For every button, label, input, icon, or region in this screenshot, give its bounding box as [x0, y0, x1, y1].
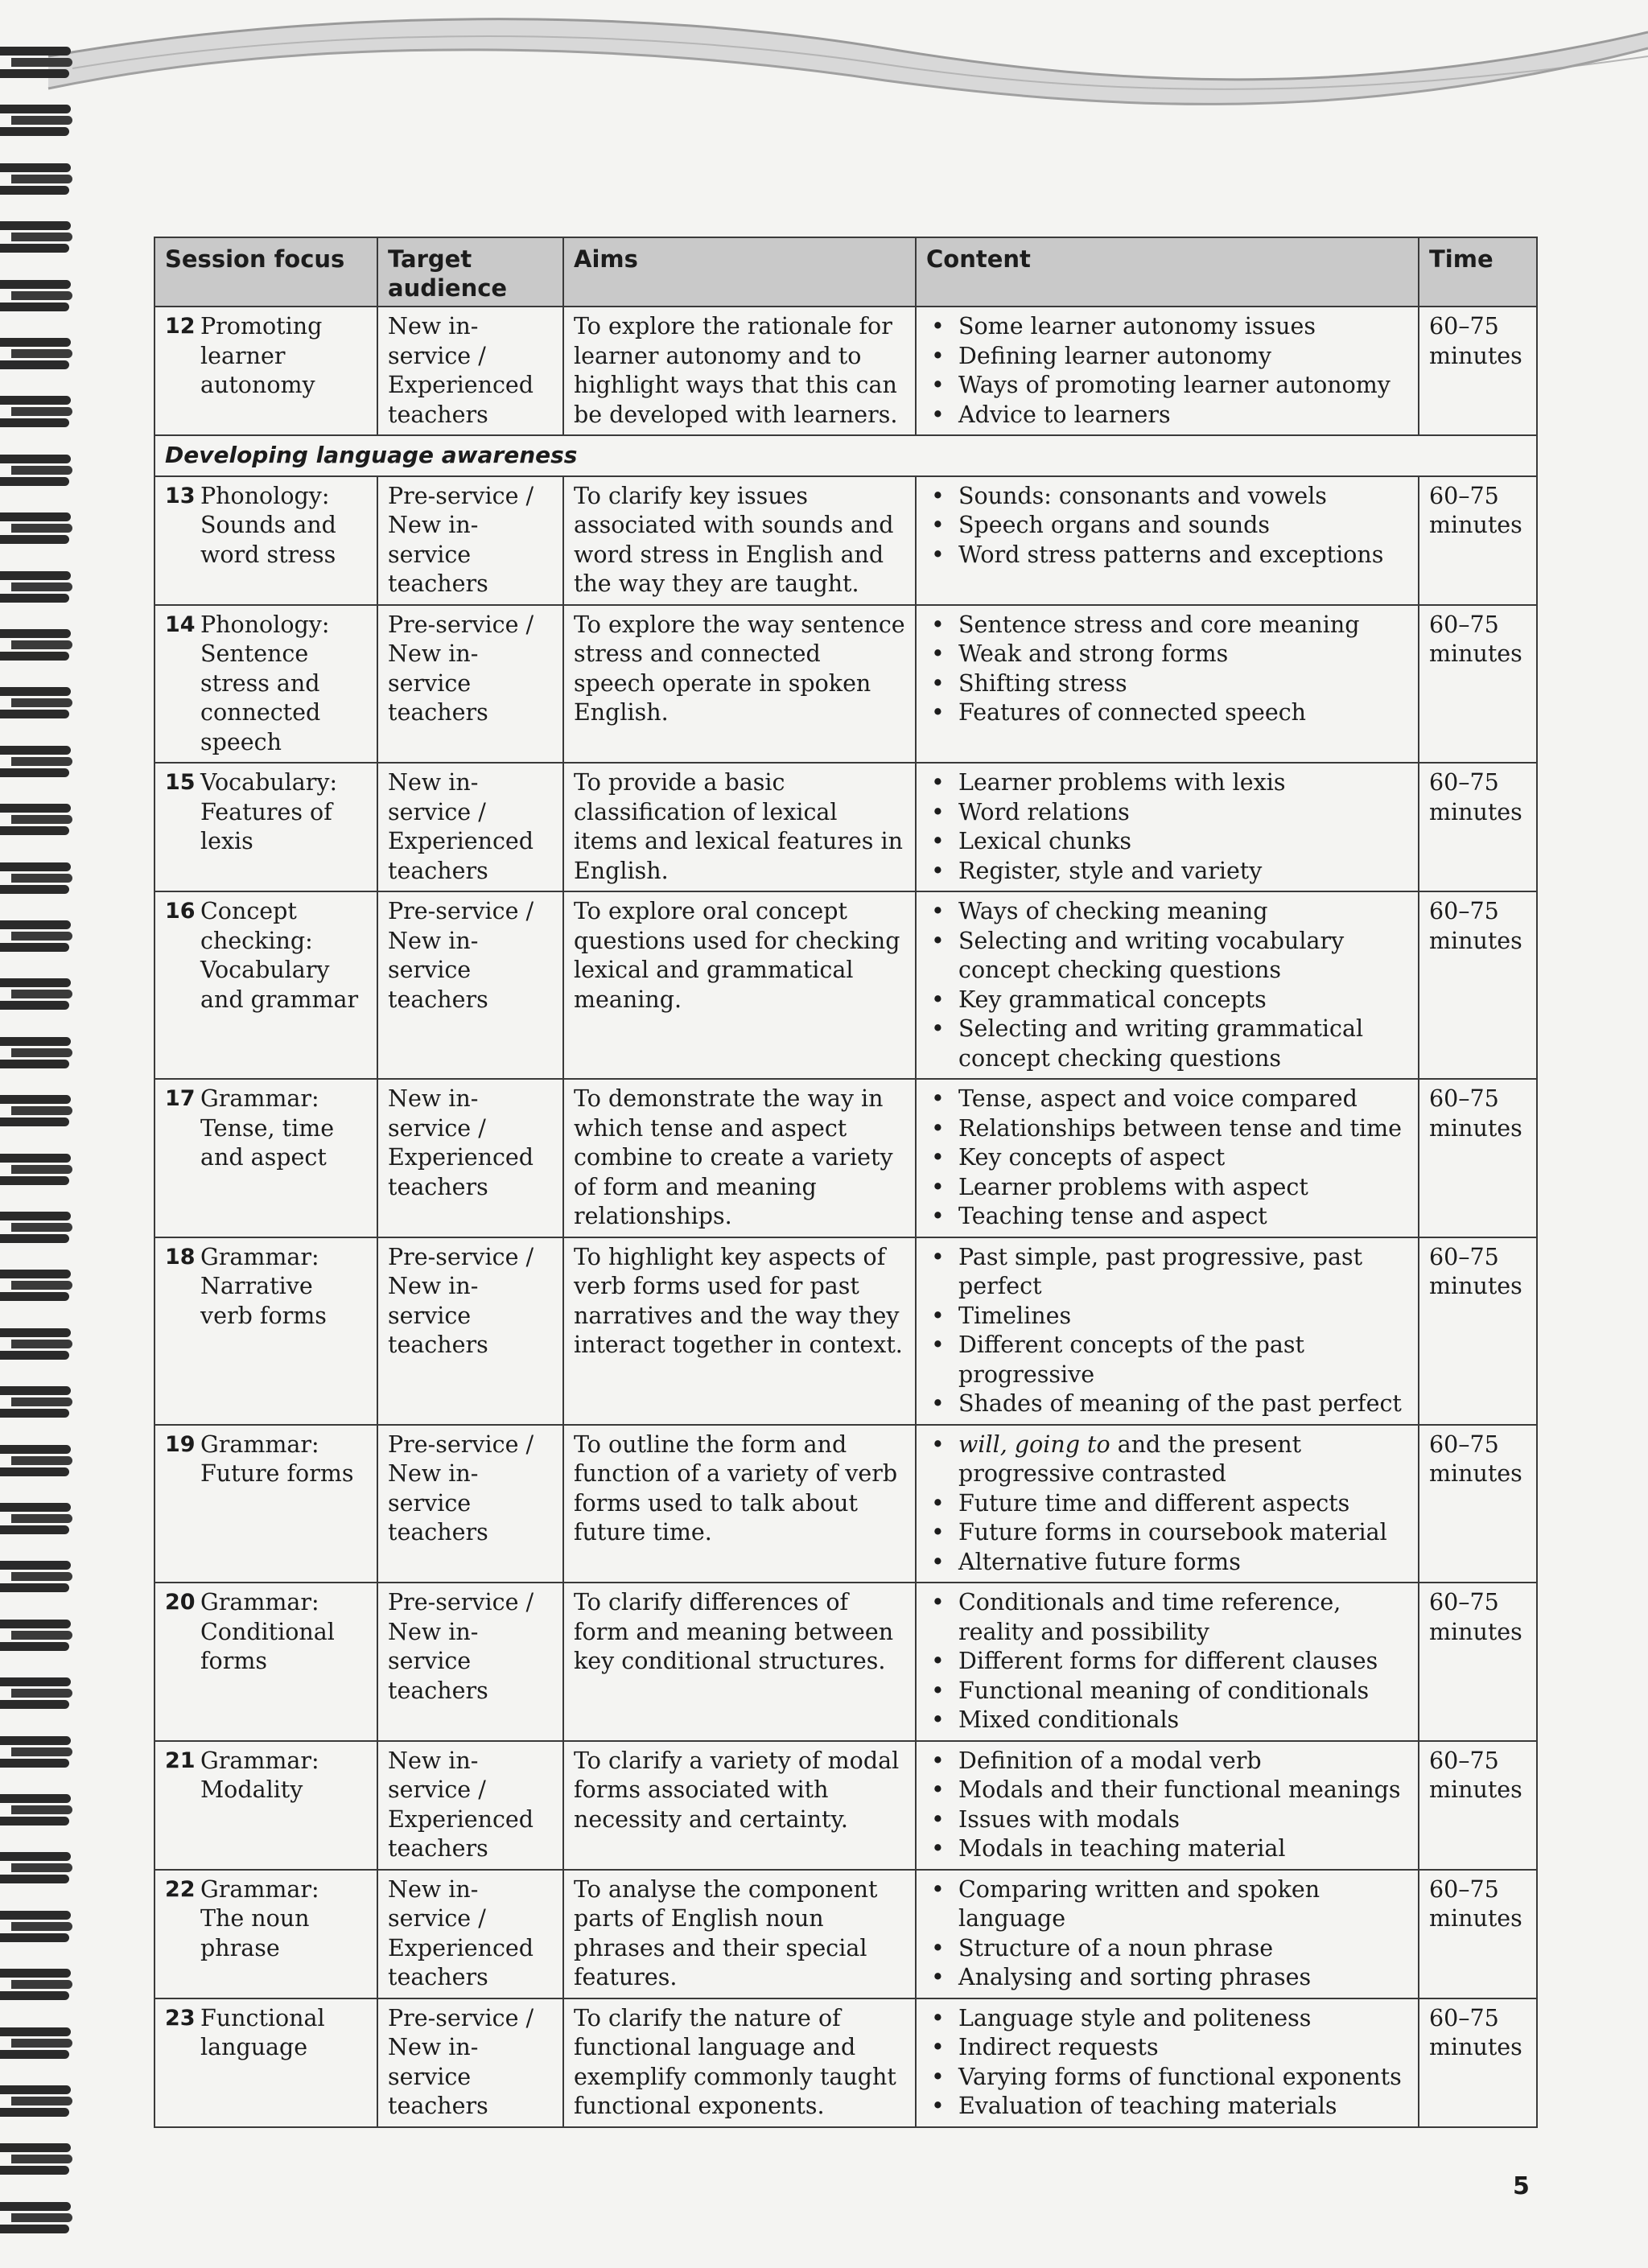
content-list: [926, 1588, 1408, 1735]
content-cell: [916, 1583, 1419, 1741]
session-focus-text: Functional language: [200, 2004, 325, 2060]
content-list-item: • Timelines: [926, 1302, 1408, 1332]
aims-cell: To explore the way sentence stress and connected speech operate in spoken English.: [563, 605, 916, 764]
session-focus-cell: [154, 1583, 377, 1741]
content-list: [926, 1747, 1408, 1864]
session-focus-cell: [154, 763, 377, 891]
aims-cell: To highlight key aspects of verb forms used for past narratives and the way they interact together in context.: [563, 1237, 916, 1425]
content-list-item: • Structure of a noun phrase: [926, 1934, 1408, 1964]
session-focus-cell: [154, 307, 377, 435]
binding-coil: [0, 920, 74, 954]
binding-coil: [0, 804, 74, 838]
column-header-time: Time: [1419, 237, 1537, 307]
session-number: 16: [165, 899, 196, 924]
content-list-item: • Shades of meaning of the past perfect: [926, 1389, 1408, 1419]
session-focus-cell: [154, 1237, 377, 1425]
aims-cell: To clarify a variety of modal forms associated with necessity and certainty.: [563, 1741, 916, 1870]
content-list-item: • Selecting and writing grammatical concept checking questions: [926, 1015, 1408, 1073]
time-cell: 60–75 minutes: [1419, 307, 1537, 435]
aims-cell: To provide a basic classification of lexical items and lexical features in English.: [563, 763, 916, 891]
binding-coil: [0, 2202, 74, 2236]
binding-coil: [0, 629, 74, 663]
table-row: [154, 1425, 1537, 1583]
content-list-item: • Word relations: [926, 798, 1408, 828]
session-number: 23: [165, 2005, 196, 2031]
content-list-item: • Ways of promoting learner autonomy: [926, 371, 1408, 401]
content-list: [926, 2004, 1408, 2122]
content-list-item: • Sentence stress and core meaning: [926, 611, 1408, 640]
content-cell: [916, 476, 1419, 605]
target-audience-cell: New in-service / Experienced teachers: [377, 763, 563, 891]
aims-cell: To explore oral concept questions used for checking lexical and grammatical meaning.: [563, 891, 916, 1079]
session-focus-text: Grammar: Narrative verb forms: [200, 1243, 327, 1329]
table-row: [154, 476, 1537, 605]
content-list-item: • Key grammatical concepts: [926, 986, 1408, 1015]
time-cell: 60–75 minutes: [1419, 1237, 1537, 1425]
binding-coil: [0, 455, 74, 488]
content-list-item: • Modals in teaching material: [926, 1834, 1408, 1864]
session-number: 13: [165, 483, 196, 508]
session-focus-text: Vocabulary: Features of lexis: [200, 769, 338, 854]
session-number: 17: [165, 1086, 196, 1111]
time-cell: 60–75 minutes: [1419, 1425, 1537, 1583]
session-focus-wrapper: [165, 1747, 367, 1805]
column-header-aims: Aims: [563, 237, 916, 307]
binding-coil: [0, 1386, 74, 1420]
table-row: [154, 763, 1537, 891]
session-focus-cell: [154, 1079, 377, 1237]
content-list: [926, 482, 1408, 570]
table-row: [154, 1079, 1537, 1237]
session-table: [154, 237, 1538, 2128]
binding-coil: [0, 571, 74, 605]
session-focus-wrapper: [165, 1243, 367, 1332]
time-cell: 60–75 minutes: [1419, 891, 1537, 1079]
content-list-item: • Different concepts of the past progressive: [926, 1331, 1408, 1389]
content-list: [926, 897, 1408, 1073]
binding-coil: [0, 1445, 74, 1479]
column-header-session-focus: Session focus: [154, 237, 377, 307]
binding-coil: [0, 1852, 74, 1886]
content-cell: [916, 1237, 1419, 1425]
binding-coil: [0, 1037, 74, 1071]
target-audience-cell: Pre-service / New in-service teachers: [377, 1425, 563, 1583]
binding-coil: [0, 1095, 74, 1129]
binding-coil: [0, 1503, 74, 1537]
binding-coil: [0, 2143, 74, 2177]
time-cell: 60–75 minutes: [1419, 1079, 1537, 1237]
time-cell: 60–75 minutes: [1419, 1583, 1537, 1741]
session-focus-cell: [154, 605, 377, 764]
content-cell: [916, 1425, 1419, 1583]
content-list-item: • Evaluation of teaching materials: [926, 2092, 1408, 2122]
binding-coil: [0, 1270, 74, 1303]
session-focus-cell: [154, 476, 377, 605]
session-focus-wrapper: [165, 1588, 367, 1677]
content-list: [926, 1085, 1408, 1232]
time-cell: 60–75 minutes: [1419, 1998, 1537, 2127]
time-cell: 60–75 minutes: [1419, 763, 1537, 891]
target-audience-cell: New in-service / Experienced teachers: [377, 1741, 563, 1870]
table-row: [154, 605, 1537, 764]
session-focus-wrapper: [165, 1430, 367, 1489]
session-number: 22: [165, 1876, 196, 1902]
content-cell: [916, 1079, 1419, 1237]
target-audience-cell: New in-service / Experienced teachers: [377, 1079, 563, 1237]
binding-coil: [0, 1561, 74, 1595]
content-list-item: • Key concepts of aspect: [926, 1143, 1408, 1173]
page-number: 5: [1513, 2172, 1530, 2200]
content-text: and the present progressive contrasted: [958, 1430, 1302, 1487]
binding-coil: [0, 1677, 74, 1711]
session-number: 15: [165, 770, 196, 795]
session-table-container: [154, 237, 1536, 2128]
aims-cell: To analyse the component parts of English noun phrases and their special features.: [563, 1870, 916, 1998]
binding-coil: [0, 105, 74, 138]
session-focus-wrapper: [165, 611, 367, 758]
table-row: [154, 1583, 1537, 1741]
binding-coil: [0, 1620, 74, 1653]
content-list-item: • Future forms in coursebook material: [926, 1518, 1408, 1548]
session-focus-text: Grammar: Future forms: [200, 1430, 354, 1487]
session-focus-cell: [154, 1741, 377, 1870]
table-header-row: [154, 237, 1537, 307]
session-focus-wrapper: [165, 312, 367, 401]
content-list-item: • Word stress patterns and exceptions: [926, 541, 1408, 570]
content-list-item: • Features of connected speech: [926, 698, 1408, 728]
content-list-item: • Alternative future forms: [926, 1548, 1408, 1578]
binding-coil: [0, 746, 74, 780]
section-row: [154, 435, 1537, 476]
session-focus-text: Phonology: Sentence stress and connected speech: [200, 611, 330, 755]
content-list-item: • Varying forms of functional exponents: [926, 2063, 1408, 2093]
session-number: 14: [165, 611, 196, 637]
aims-cell: To outline the form and function of a variety of verb forms used to talk about future time.: [563, 1425, 916, 1583]
binding-coil: [0, 280, 74, 314]
binding-coil: [0, 396, 74, 430]
content-list-item: • Functional meaning of conditionals: [926, 1677, 1408, 1706]
content-list-item: • Issues with modals: [926, 1805, 1408, 1835]
session-number: 12: [165, 314, 196, 339]
content-list-item: • Weak and strong forms: [926, 640, 1408, 669]
binding-coil: [0, 338, 74, 372]
section-title: Developing language awareness: [154, 435, 1537, 476]
content-list-item: • Learner problems with lexis: [926, 768, 1408, 798]
target-audience-cell: New in-service / Experienced teachers: [377, 1870, 563, 1998]
session-focus-text: Grammar: Tense, time and aspect: [200, 1085, 335, 1171]
content-list-item: • Defining learner autonomy: [926, 342, 1408, 372]
binding-coil: [0, 47, 74, 80]
content-list-item: • Definition of a modal verb: [926, 1747, 1408, 1776]
session-focus-cell: [154, 1998, 377, 2127]
binding-coil: [0, 1736, 74, 1770]
content-list-item: • Language style and politeness: [926, 2004, 1408, 2034]
binding-coil: [0, 2085, 74, 2119]
session-focus-wrapper: [165, 1875, 367, 1964]
content-cell: [916, 1870, 1419, 1998]
content-list-item: • Speech organs and sounds: [926, 511, 1408, 541]
content-cell: [916, 763, 1419, 891]
content-list-item: [926, 1430, 1408, 1489]
content-list-item: • Comparing written and spoken language: [926, 1875, 1408, 1934]
binding-coil: [0, 978, 74, 1012]
content-cell: [916, 1741, 1419, 1870]
content-list: [926, 611, 1408, 728]
content-list-item: • Tense, aspect and voice compared: [926, 1085, 1408, 1114]
aims-cell: To demonstrate the way in which tense and aspect combine to create a variety of form and meaning relationships.: [563, 1079, 916, 1237]
session-number: 18: [165, 1244, 196, 1270]
session-focus-wrapper: [165, 768, 367, 857]
session-focus-wrapper: [165, 897, 367, 1015]
binding-coil: [0, 1794, 74, 1828]
content-list-item: • Modals and their functional meanings: [926, 1776, 1408, 1805]
table-row: [154, 1998, 1537, 2127]
table-row: [154, 1237, 1537, 1425]
content-cell: [916, 1998, 1419, 2127]
session-number: 19: [165, 1431, 196, 1457]
session-focus-text: Grammar: The noun phrase: [200, 1875, 319, 1961]
target-audience-cell: Pre-service / New in-service teachers: [377, 605, 563, 764]
session-focus-text: Promoting learner autonomy: [200, 313, 323, 398]
time-cell: 60–75 minutes: [1419, 1741, 1537, 1870]
time-cell: 60–75 minutes: [1419, 1870, 1537, 1998]
session-focus-text: Concept checking: Vocabulary and grammar: [200, 898, 359, 1013]
aims-cell: To clarify differences of form and meaning between key conditional structures.: [563, 1583, 916, 1741]
time-cell: 60–75 minutes: [1419, 605, 1537, 764]
content-cell: [916, 891, 1419, 1079]
binding-coil: [0, 687, 74, 721]
session-focus-wrapper: [165, 2004, 367, 2063]
aims-cell: To explore the rationale for learner autonomy and to highlight ways that this can be developed with learners.: [563, 307, 916, 435]
binding-coil: [0, 1212, 74, 1245]
content-list-item: • Advice to learners: [926, 401, 1408, 430]
session-focus-wrapper: [165, 1085, 367, 1173]
content-list-item: • Mixed conditionals: [926, 1706, 1408, 1735]
session-focus-text: Grammar: Conditional forms: [200, 1589, 335, 1674]
content-list-item: • Analysing and sorting phrases: [926, 1963, 1408, 1993]
target-audience-cell: Pre-service / New in-service teachers: [377, 891, 563, 1079]
time-cell: 60–75 minutes: [1419, 476, 1537, 605]
target-audience-cell: Pre-service / New in-service teachers: [377, 1583, 563, 1741]
content-list-item: • Future time and different aspects: [926, 1489, 1408, 1519]
target-audience-cell: New in-service / Experienced teachers: [377, 307, 563, 435]
binding-coil: [0, 221, 74, 255]
session-focus-cell: [154, 1870, 377, 1998]
header-swoosh-decoration: [0, 0, 1648, 161]
content-list-item: • Learner problems with aspect: [926, 1173, 1408, 1203]
session-focus-cell: [154, 891, 377, 1079]
content-cell: [916, 605, 1419, 764]
content-list-item: • Past simple, past progressive, past perfect: [926, 1243, 1408, 1302]
session-focus-wrapper: [165, 482, 367, 570]
section-row-group: [154, 435, 1537, 476]
content-italic-text: will, going to: [958, 1430, 1110, 1458]
binding-coil: [0, 862, 74, 896]
aims-cell: To clarify key issues associated with sounds and word stress in English and the way they are taught.: [563, 476, 916, 605]
session-focus-text: Phonology: Sounds and word stress: [200, 482, 336, 568]
content-list-item: • Ways of checking meaning: [926, 897, 1408, 927]
binding-coil: [0, 512, 74, 546]
content-list: [926, 1430, 1408, 1578]
binding-coil: [0, 1911, 74, 1945]
content-list: [926, 768, 1408, 886]
binding-coil: [0, 2027, 74, 2061]
content-list-item: • Register, style and variety: [926, 857, 1408, 887]
content-list-item: • Indirect requests: [926, 2033, 1408, 2063]
content-list-item: • Conditionals and time reference, reality and possibility: [926, 1588, 1408, 1647]
content-list: [926, 1243, 1408, 1419]
content-list-item: • Sounds: consonants and vowels: [926, 482, 1408, 512]
aims-cell: To clarify the nature of functional language and exemplify commonly taught functional exponents.: [563, 1998, 916, 2127]
column-header-target-audience: Target audience: [377, 237, 563, 307]
binding-coil: [0, 1969, 74, 2003]
session-number: 20: [165, 1590, 196, 1615]
content-list-item: • Teaching tense and aspect: [926, 1202, 1408, 1232]
content-list-item: • Some learner autonomy issues: [926, 312, 1408, 342]
binding-coil: [0, 1328, 74, 1362]
spiral-binding: [0, 0, 76, 2268]
table-row: [154, 891, 1537, 1079]
target-audience-cell: Pre-service / New in-service teachers: [377, 476, 563, 605]
target-audience-cell: Pre-service / New in-service teachers: [377, 1998, 563, 2127]
content-list: [926, 1875, 1408, 1993]
content-list-item: • Different forms for different clauses: [926, 1647, 1408, 1677]
session-number: 21: [165, 1747, 196, 1773]
binding-coil: [0, 163, 74, 197]
target-audience-cell: Pre-service / New in-service teachers: [377, 1237, 563, 1425]
content-list-item: • Selecting and writing vocabulary concept checking questions: [926, 927, 1408, 986]
session-focus-cell: [154, 1425, 377, 1583]
table-row: [154, 1741, 1537, 1870]
content-list-item: • Relationships between tense and time: [926, 1114, 1408, 1144]
content-list: [926, 312, 1408, 430]
column-header-content: Content: [916, 237, 1419, 307]
content-cell: [916, 307, 1419, 435]
binding-coil: [0, 1154, 74, 1188]
table-row: [154, 1870, 1537, 1998]
content-list-item: • Shifting stress: [926, 669, 1408, 699]
session-focus-text: Grammar: Modality: [200, 1747, 319, 1803]
table-body-before: [154, 307, 1537, 435]
content-list-item: • Lexical chunks: [926, 827, 1408, 857]
table-body-main: [154, 476, 1537, 2127]
table-row: [154, 307, 1537, 435]
